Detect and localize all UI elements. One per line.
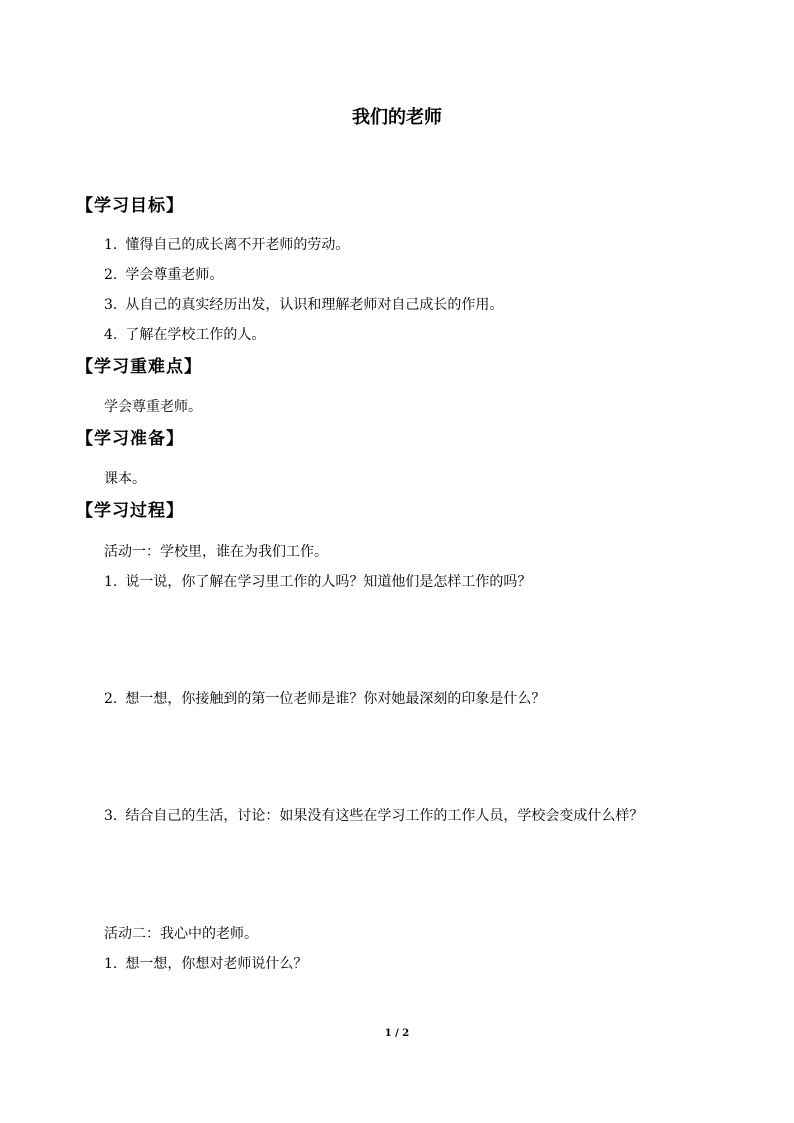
goal-text: 从自己的真实经历出发，认识和理解老师对自己成长的作用。 bbox=[125, 297, 504, 313]
question-text: 想一想，你接触到的第一位老师是谁？你对她最深刻的印象是什么？ bbox=[125, 691, 546, 707]
question-text: 结合自己的生活，讨论：如果没有这些在学习工作的工作人员，学校会变成什么样？ bbox=[125, 808, 644, 824]
goal-number: 4. bbox=[104, 327, 118, 343]
goal-item bbox=[104, 296, 503, 314]
key-points-text: 学会尊重老师。 bbox=[104, 399, 202, 415]
heading-preparation: 【学习准备】 bbox=[76, 429, 184, 449]
goal-number: 2. bbox=[104, 267, 118, 283]
activity-one-title: 活动一：学校里，谁在为我们工作。 bbox=[104, 544, 328, 560]
activity-two-title: 活动二：我心中的老师。 bbox=[104, 926, 258, 942]
question-item bbox=[104, 807, 643, 825]
goal-number: 3. bbox=[104, 297, 118, 313]
goal-item bbox=[104, 236, 349, 254]
page-number: 1 / 2 bbox=[384, 1028, 410, 1039]
goal-item bbox=[104, 326, 265, 344]
question-item bbox=[104, 955, 307, 973]
preparation-text: 课本。 bbox=[104, 471, 146, 487]
goal-item bbox=[104, 266, 223, 284]
goal-text: 学会尊重老师。 bbox=[125, 267, 224, 283]
question-item bbox=[104, 573, 531, 591]
goal-text: 了解在学校工作的人。 bbox=[125, 327, 266, 343]
goal-number: 1. bbox=[104, 237, 118, 253]
question-item bbox=[104, 690, 545, 708]
heading-learning-goals: 【学习目标】 bbox=[76, 196, 184, 216]
question-number: 1. bbox=[104, 574, 118, 590]
goal-text: 懂得自己的成长离不开老师的劳动。 bbox=[125, 237, 350, 253]
question-number: 3. bbox=[104, 808, 118, 824]
page-title: 我们的老师 bbox=[352, 107, 442, 128]
question-text: 说一说，你了解在学习里工作的人吗？知道他们是怎样工作的吗？ bbox=[125, 574, 532, 590]
question-text: 想一想，你想对老师说什么？ bbox=[125, 956, 308, 972]
heading-key-points: 【学习重难点】 bbox=[76, 357, 202, 377]
question-number: 2. bbox=[104, 691, 118, 707]
question-number: 1. bbox=[104, 956, 118, 972]
heading-process: 【学习过程】 bbox=[76, 501, 184, 521]
